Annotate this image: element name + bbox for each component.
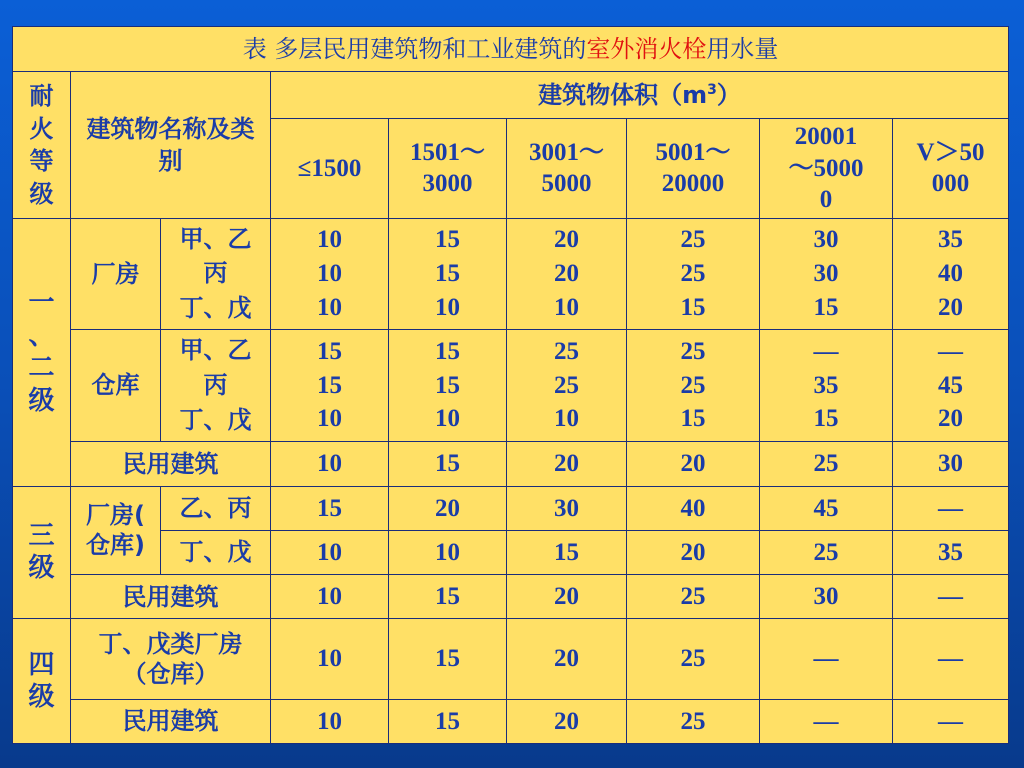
value: 35 bbox=[938, 226, 963, 254]
grade-one-two-c3: 二 bbox=[28, 353, 55, 384]
grade-four-c2: 级 bbox=[28, 682, 55, 713]
value: 20 bbox=[554, 226, 579, 254]
grade-three bbox=[13, 486, 71, 619]
cell-g4-factory-c6: — bbox=[893, 619, 1009, 699]
value: 20 bbox=[938, 405, 963, 433]
value: 25 bbox=[680, 337, 706, 365]
value: 45 bbox=[938, 371, 963, 399]
subcat-jia-yi: 甲、乙 bbox=[179, 224, 252, 253]
cell-g3-ding-wu-c2: 10 bbox=[389, 530, 507, 574]
value: 15 bbox=[317, 337, 342, 365]
value: 10 bbox=[435, 293, 460, 321]
cell-g4-civil-c3: 20 bbox=[507, 699, 627, 743]
volume-range-5-text: 20001～50000 bbox=[788, 123, 864, 213]
subcat-yi-bing: 乙、丙 bbox=[161, 486, 271, 530]
volume-range-4-text: 5001～20000 bbox=[655, 139, 731, 198]
value: 10 bbox=[317, 405, 342, 433]
value: 25 bbox=[554, 337, 579, 365]
value: 10 bbox=[435, 405, 460, 433]
grade-one-two bbox=[13, 219, 71, 486]
grade-four bbox=[13, 619, 71, 744]
table-title bbox=[13, 27, 1009, 72]
cell-g4-factory-c3: 20 bbox=[507, 619, 627, 699]
subcat-bing: 丙 bbox=[203, 371, 228, 400]
cell-g12-civil-c2: 15 bbox=[389, 442, 507, 486]
volume-range-2-text: 1501～3000 bbox=[409, 139, 485, 198]
cell-g12-civil-c3: 20 bbox=[507, 442, 627, 486]
cell-g3-civil-c5: 30 bbox=[760, 574, 893, 618]
value: 10 bbox=[554, 293, 579, 321]
value: 30 bbox=[813, 259, 839, 287]
cell-g12-warehouse-c5 bbox=[760, 329, 893, 442]
cell-g3-ding-wu-c1: 10 bbox=[271, 530, 389, 574]
header-name-category-text: 建筑物名称及类别 bbox=[86, 114, 255, 176]
grade-four-c1: 四 bbox=[28, 649, 55, 680]
cell-g4-factory-c5: — bbox=[760, 619, 893, 699]
value: — bbox=[813, 337, 839, 365]
cell-g3-ding-wu-c5: 25 bbox=[760, 530, 893, 574]
cell-g12-factory-c6 bbox=[893, 219, 1009, 330]
cell-g12-warehouse-c4 bbox=[627, 329, 760, 442]
cell-g3-civil-c6: — bbox=[893, 574, 1009, 618]
cell-g12-factory-c2 bbox=[389, 219, 507, 330]
value: 15 bbox=[680, 293, 706, 321]
subcat-bing: 丙 bbox=[203, 259, 228, 288]
value: 15 bbox=[435, 226, 460, 254]
volume-range-5 bbox=[760, 118, 893, 219]
value: 15 bbox=[435, 337, 460, 365]
header-volume-sup: 3 bbox=[707, 81, 717, 98]
value: 40 bbox=[938, 259, 963, 287]
factory-wh-line2: 仓库) bbox=[86, 531, 145, 560]
factory-wh-line1: 厂房( bbox=[86, 501, 145, 530]
category-civil: 民用建筑 bbox=[71, 699, 271, 743]
value: 10 bbox=[317, 226, 342, 254]
category-factory-warehouse bbox=[71, 486, 161, 574]
cell-g3-yi-bing-c1: 15 bbox=[271, 486, 389, 530]
grade-one-two-c4: 级 bbox=[28, 385, 55, 416]
header-fire-rating bbox=[13, 72, 71, 219]
cell-g4-factory-c2: 15 bbox=[389, 619, 507, 699]
cell-g12-warehouse-c1 bbox=[271, 329, 389, 442]
value: 25 bbox=[680, 371, 706, 399]
value: 25 bbox=[680, 259, 706, 287]
value: 20 bbox=[938, 293, 963, 321]
cell-g4-civil-c2: 15 bbox=[389, 699, 507, 743]
cell-g3-civil-c1: 10 bbox=[271, 574, 389, 618]
subcat-ding-wu: 丁、戊 bbox=[161, 530, 271, 574]
value: 15 bbox=[435, 371, 460, 399]
cell-g4-civil-c5: — bbox=[760, 699, 893, 743]
cell-g3-yi-bing-c4: 40 bbox=[627, 486, 760, 530]
value: 15 bbox=[435, 259, 460, 287]
volume-range-3-text: 3001～5000 bbox=[528, 139, 604, 198]
value: 15 bbox=[680, 405, 706, 433]
cell-g4-factory-c1: 10 bbox=[271, 619, 389, 699]
category-ding-wu-factory bbox=[71, 619, 271, 699]
cell-g3-civil-c3: 20 bbox=[507, 574, 627, 618]
cell-g3-yi-bing-c6: — bbox=[893, 486, 1009, 530]
value: 25 bbox=[680, 226, 706, 254]
header-volume-prefix: 建筑物体积（m bbox=[538, 80, 708, 109]
cell-g12-civil-c4: 20 bbox=[627, 442, 760, 486]
header-fire-rating-text: 耐火等级 bbox=[29, 82, 54, 208]
cell-g12-factory-c5 bbox=[760, 219, 893, 330]
value: 35 bbox=[813, 371, 839, 399]
cell-g12-warehouse-c6 bbox=[893, 329, 1009, 442]
cell-g3-ding-wu-c4: 20 bbox=[627, 530, 760, 574]
cell-g12-civil-c5: 25 bbox=[760, 442, 893, 486]
ding-wu-factory-line1: 丁、戊类厂房 bbox=[98, 629, 243, 658]
value: 10 bbox=[317, 293, 342, 321]
subcat-ding-wu: 丁、戊 bbox=[179, 294, 252, 323]
header-volume bbox=[271, 72, 1009, 118]
cell-g4-civil-c1: 10 bbox=[271, 699, 389, 743]
header-volume-suffix: ） bbox=[716, 80, 741, 109]
cell-g4-civil-c6: — bbox=[893, 699, 1009, 743]
volume-range-3 bbox=[507, 118, 627, 219]
ding-wu-factory-line2: （仓库） bbox=[122, 659, 219, 688]
cell-g12-factory-c3 bbox=[507, 219, 627, 330]
water-usage-table bbox=[12, 26, 1009, 744]
value: — bbox=[938, 337, 963, 365]
volume-range-6 bbox=[893, 118, 1009, 219]
value: 20 bbox=[554, 259, 579, 287]
subcategory-factory bbox=[161, 219, 271, 330]
category-civil: 民用建筑 bbox=[71, 442, 271, 486]
grade-three-c2: 级 bbox=[28, 553, 55, 584]
volume-range-1: ≤1500 bbox=[271, 118, 389, 219]
volume-range-2 bbox=[389, 118, 507, 219]
header-name-category bbox=[71, 72, 271, 219]
slide bbox=[12, 26, 1008, 744]
cell-g12-civil-c6: 30 bbox=[893, 442, 1009, 486]
category-factory: 厂房 bbox=[71, 219, 161, 330]
title-text-before: 表 多层民用建筑物和工业建筑的 bbox=[242, 35, 587, 64]
cell-g3-civil-c4: 25 bbox=[627, 574, 760, 618]
value: 15 bbox=[813, 293, 839, 321]
value: 10 bbox=[554, 405, 579, 433]
value: 15 bbox=[813, 405, 839, 433]
subcat-jia-yi: 甲、乙 bbox=[179, 336, 252, 365]
cell-g3-yi-bing-c2: 20 bbox=[389, 486, 507, 530]
cell-g12-factory-c1 bbox=[271, 219, 389, 330]
title-text-after: 用水量 bbox=[706, 35, 779, 64]
cell-g3-ding-wu-c6: 35 bbox=[893, 530, 1009, 574]
cell-g12-factory-c4 bbox=[627, 219, 760, 330]
subcategory-warehouse bbox=[161, 329, 271, 442]
cell-g12-warehouse-c2 bbox=[389, 329, 507, 442]
title-highlight: 室外消火栓 bbox=[586, 35, 707, 64]
value: 15 bbox=[317, 371, 342, 399]
grade-three-c1: 三 bbox=[28, 520, 55, 551]
category-civil: 民用建筑 bbox=[71, 574, 271, 618]
value: 25 bbox=[554, 371, 579, 399]
cell-g3-yi-bing-c5: 45 bbox=[760, 486, 893, 530]
grade-one-two-c1: 一 bbox=[28, 288, 55, 319]
grade-one-two-c2: 、 bbox=[28, 320, 55, 351]
cell-g4-civil-c4: 25 bbox=[627, 699, 760, 743]
value: 30 bbox=[813, 226, 839, 254]
cell-g3-civil-c2: 15 bbox=[389, 574, 507, 618]
cell-g12-warehouse-c3 bbox=[507, 329, 627, 442]
cell-g3-yi-bing-c3: 30 bbox=[507, 486, 627, 530]
cell-g3-ding-wu-c3: 15 bbox=[507, 530, 627, 574]
cell-g4-factory-c4: 25 bbox=[627, 619, 760, 699]
subcat-ding-wu: 丁、戊 bbox=[179, 405, 252, 434]
cell-g12-civil-c1: 10 bbox=[271, 442, 389, 486]
volume-range-6-text: V＞50000 bbox=[916, 139, 985, 198]
value: 10 bbox=[317, 259, 342, 287]
volume-range-4 bbox=[627, 118, 760, 219]
category-warehouse: 仓库 bbox=[71, 329, 161, 442]
